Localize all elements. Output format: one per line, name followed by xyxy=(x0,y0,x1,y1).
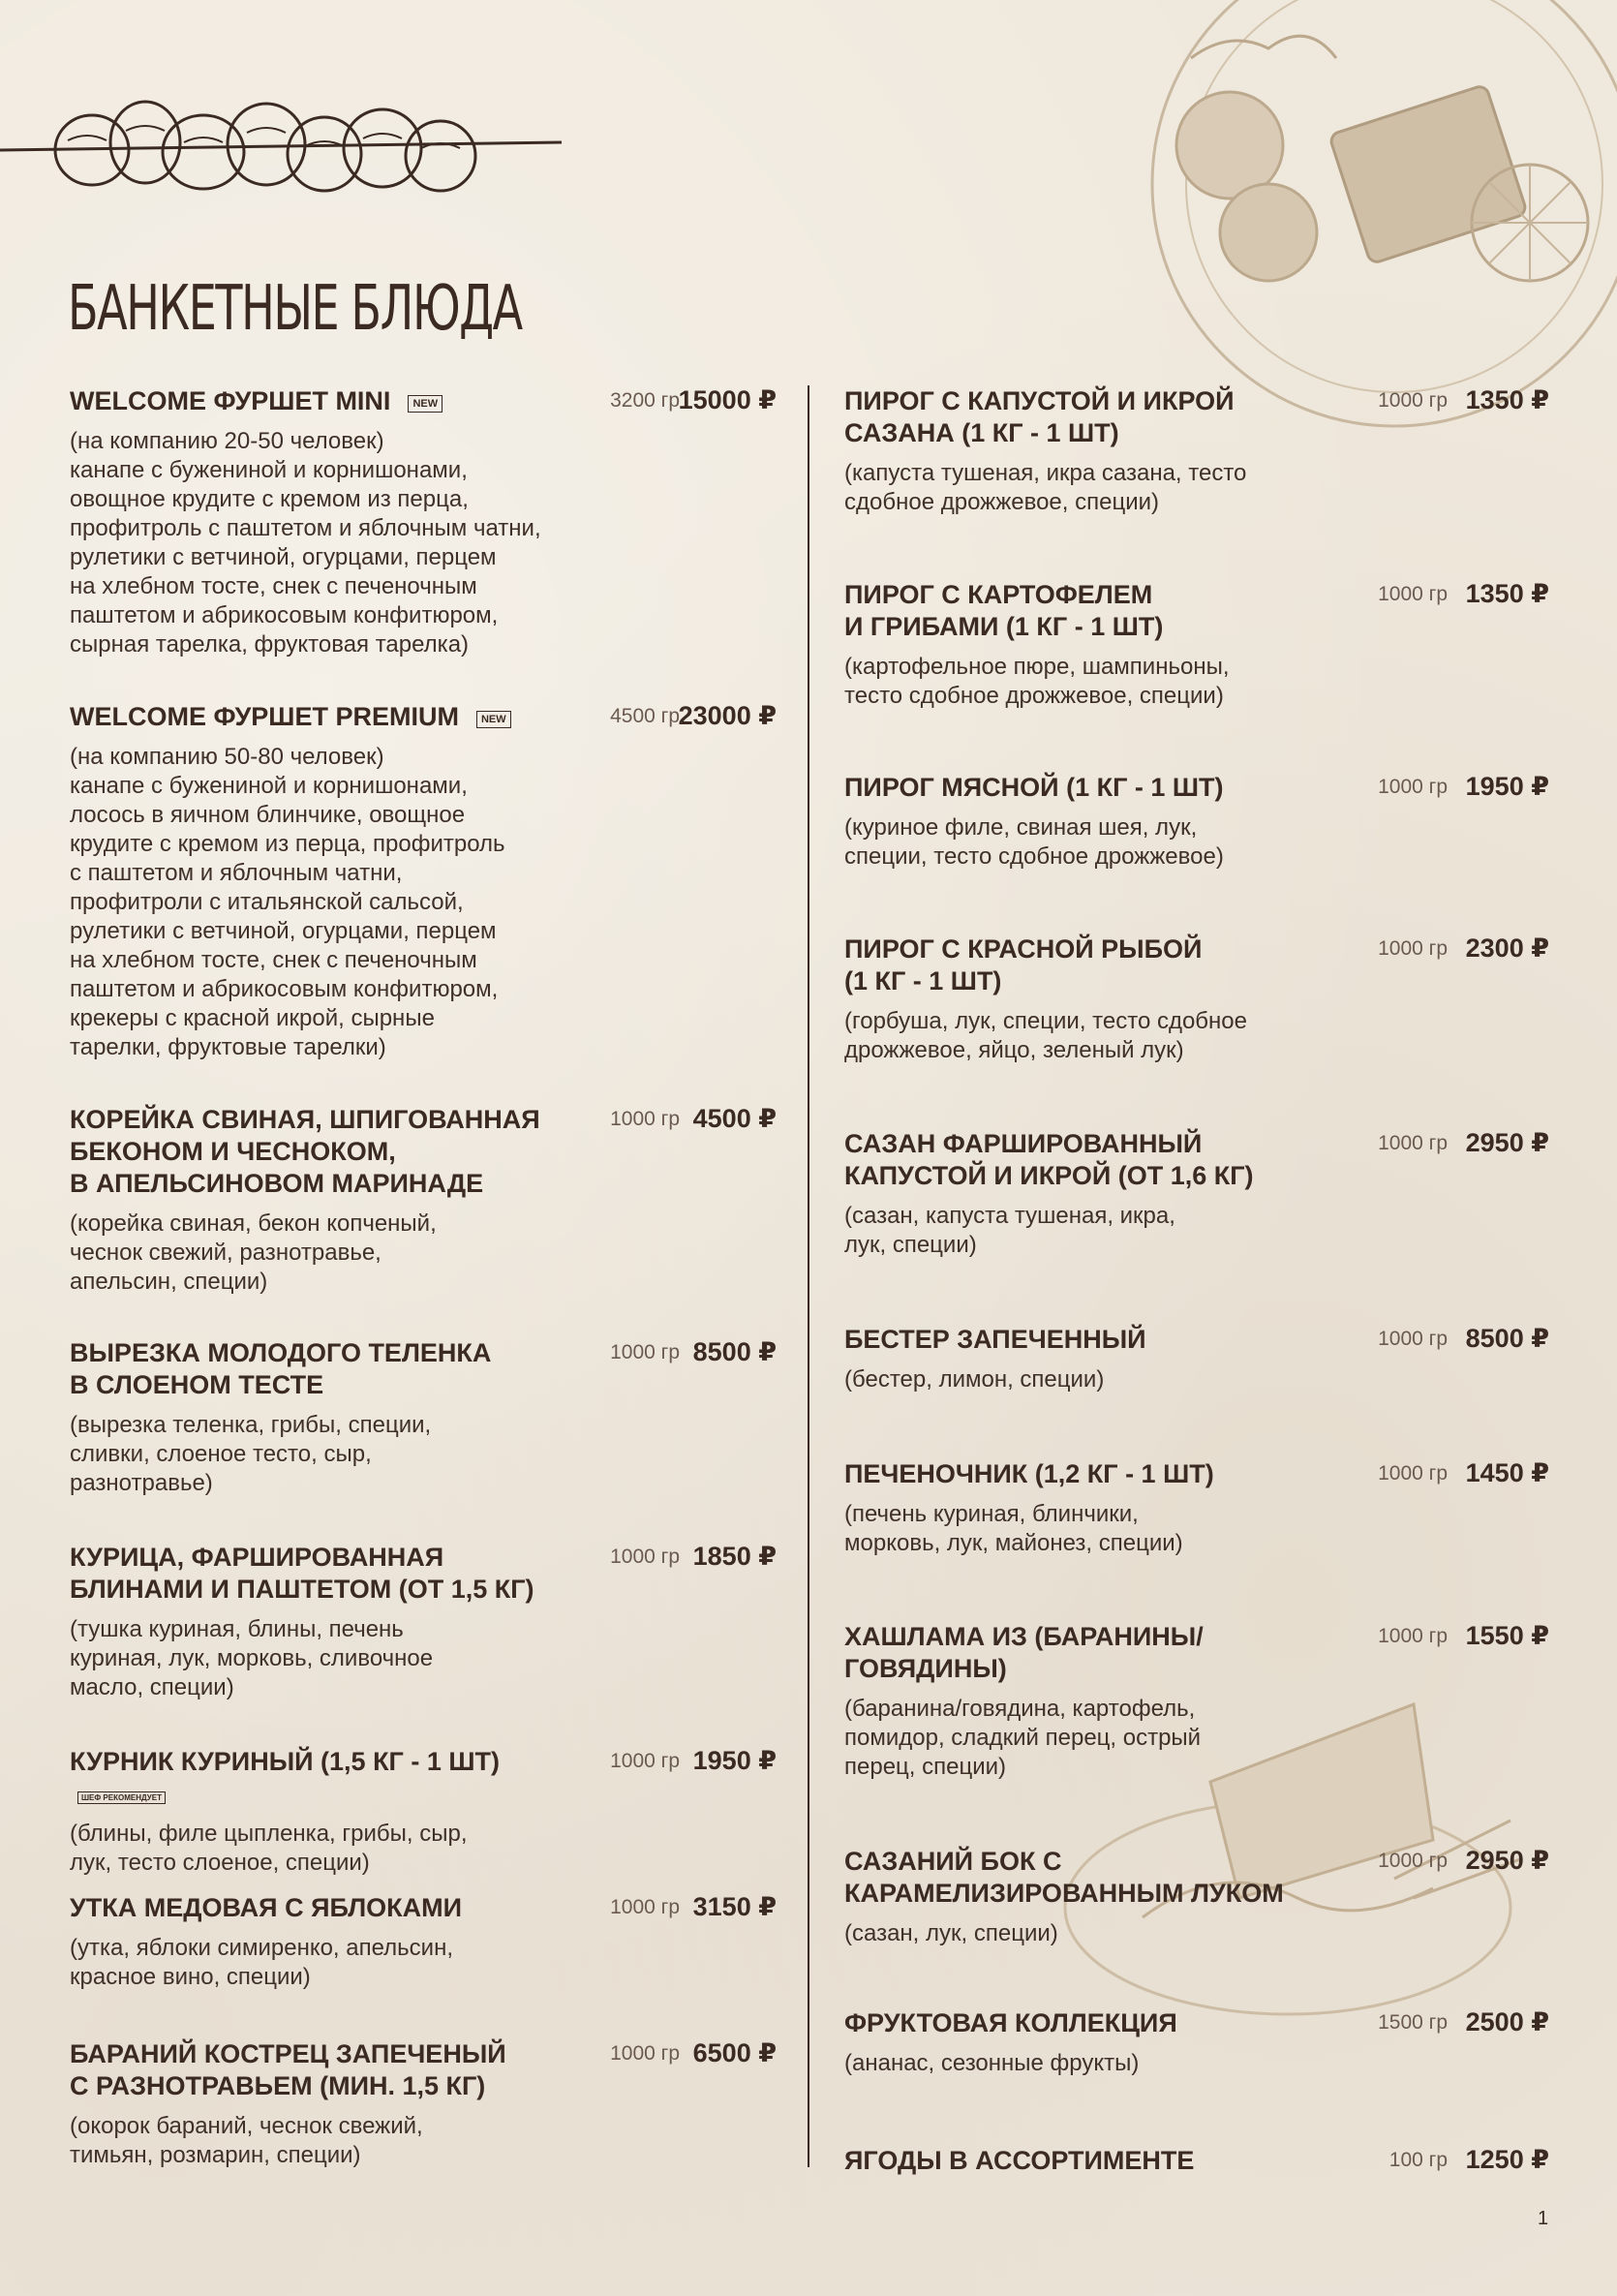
menu-item xyxy=(70,1542,777,1702)
item-price: 8500 ₽ xyxy=(1465,1324,1549,1353)
item-name: WELCOME ФУРШЕТ PREMIUM NEW xyxy=(70,701,593,733)
item-description: (вырезка теленка, грибы, специи, сливки, слоеное тесто, сыр, разнотравье) xyxy=(70,1412,432,1496)
item-name: БЕСТЕР ЗАПЕЧЕННЫЙ xyxy=(844,1325,1146,1354)
item-price: 15000 ₽ xyxy=(678,385,777,414)
item-description: (сазан, лук, специи) xyxy=(844,1920,1058,1946)
item-description: (тушка куриная, блины, печень куриная, лук, морковь, сливочное масло, специи) xyxy=(70,1616,434,1700)
item-description: (капуста тушеная, икра сазана, тесто сдобное дрожжевое, специи) xyxy=(844,460,1247,515)
item-name: ЯГОДЫ В АССОРТИМЕНТЕ xyxy=(844,2146,1195,2175)
item-description: (на компанию 50-80 человек) канапе с бужениной и корнишонами, лосось в яичном блинчике, овощное крудите с кремом из перца, профитроль с паштетом и яблочным чатни, профитроли с итальянской сальсой, рулетики с ветчиной, огурцами, перцем на хлебном тосте, снек с печеночным паштетом и абрикосовым конфитюром, крекеры с красной икрой, сырные тарелки, фруктовые тарелки) xyxy=(70,744,505,1060)
item-price: 1450 ₽ xyxy=(1465,1458,1549,1487)
menu-item xyxy=(70,1892,777,1992)
item-price: 23000 ₽ xyxy=(678,701,777,730)
item-weight: 3200 гр xyxy=(610,389,680,412)
item-name: КУРИЦА, ФАРШИРОВАННАЯ БЛИНАМИ И ПАШТЕТОМ (ОТ 1,5 КГ) xyxy=(70,1543,534,1604)
item-name: ХАШЛАМА ИЗ (БАРАНИНЫ/ ГОВЯДИНЫ) xyxy=(844,1622,1204,1683)
menu-item xyxy=(70,1104,777,1297)
new-badge: NEW xyxy=(408,395,442,413)
menu-item xyxy=(844,385,1549,517)
menu-item xyxy=(844,1128,1549,1260)
item-name: БАРАНИЙ КОСТРЕЦ ЗАПЕЧЕНЫЙ С РАЗНОТРАВЬЕМ (МИН. 1,5 КГ) xyxy=(70,2039,506,2100)
item-weight: 1000 гр xyxy=(1378,937,1448,960)
item-weight: 1000 гр xyxy=(1378,1132,1448,1154)
item-name: ПЕЧЕНОЧНИК (1,2 КГ - 1 ШТ) xyxy=(844,1459,1214,1488)
item-weight: 1000 гр xyxy=(610,1896,680,1918)
item-name: ФРУКТОВАЯ КОЛЛЕКЦИЯ xyxy=(844,2008,1177,2037)
item-description: (на компанию 20-50 человек) канапе с бужениной и корнишонами, овощное крудите с кремом из перца, профитроль с паштетом и яблочным чатни, рулетики с ветчиной, огурцами, перцем на хлебном тосте, снек с печеночным паштетом и абрикосовым конфитюром, сырная тарелка, фруктовая тарелка) xyxy=(70,428,541,658)
menu-item xyxy=(844,579,1549,711)
item-name: КУРНИК КУРИНЫЙ (1,5 КГ - 1 ШТ)ШЕФ РЕКОМЕНДУЕТ xyxy=(70,1747,500,1802)
item-weight: 1000 гр xyxy=(610,2042,680,2065)
menu-item xyxy=(844,1458,1549,1558)
item-price: 1350 ₽ xyxy=(1465,579,1549,608)
item-weight: 1000 гр xyxy=(1378,1850,1448,1872)
item-price: 8500 ₽ xyxy=(692,1337,777,1366)
item-weight: 1000 гр xyxy=(1378,1328,1448,1350)
item-weight: 1000 гр xyxy=(1378,1625,1448,1647)
item-weight: 1000 гр xyxy=(1378,389,1448,412)
item-price: 2300 ₽ xyxy=(1465,934,1549,963)
item-price: 1250 ₽ xyxy=(1465,2145,1549,2174)
item-description: (куриное филе, свиная шея, лук, специи, тесто сдобное дрожжевое) xyxy=(844,814,1224,870)
menu-item xyxy=(844,934,1549,1065)
item-name: КОРЕЙКА СВИНАЯ, ШПИГОВАННАЯ БЕКОНОМ И ЧЕСНОКОМ, В АПЕЛЬСИНОВОМ МАРИНАДЕ xyxy=(70,1105,540,1198)
item-description: (печень куриная, блинчики, морковь, лук, майонез, специи) xyxy=(844,1501,1183,1556)
item-description: (сазан, капуста тушеная, икра, лук, специи) xyxy=(844,1203,1175,1258)
item-price: 1550 ₽ xyxy=(1465,1621,1549,1650)
item-description: (горбуша, лук, специи, тесто сдобное дрожжевое, яйцо, зеленый лук) xyxy=(844,1008,1248,1063)
item-description: (ананас, сезонные фрукты) xyxy=(844,2050,1140,2076)
menu-item xyxy=(844,1621,1549,1782)
item-description: (окорок бараний, чеснок свежий, тимьян, розмарин, специи) xyxy=(70,2113,423,2168)
item-price: 1350 ₽ xyxy=(1465,385,1549,414)
menu-item xyxy=(844,1324,1549,1394)
item-name: САЗАН ФАРШИРОВАННЫЙ КАПУСТОЙ И ИКРОЙ (ОТ 1,6 КГ) xyxy=(844,1129,1254,1190)
page-title: БАНКЕТНЫЕ БЛЮДА xyxy=(68,273,522,345)
skewer-illustration xyxy=(0,82,581,218)
menu-item xyxy=(70,701,777,1062)
item-price: 1950 ₽ xyxy=(692,1746,777,1775)
menu-item xyxy=(844,2145,1549,2177)
menu-item xyxy=(70,385,777,659)
item-description: (картофельное пюре, шампиньоны, тесто сдобное дрожжевое, специи) xyxy=(844,654,1230,709)
item-name: ПИРОГ С КАРТОФЕЛЕМ И ГРИБАМИ (1 КГ - 1 ШТ) xyxy=(844,580,1164,641)
item-price: 2500 ₽ xyxy=(1465,2007,1549,2036)
item-weight: 1500 гр xyxy=(1378,2011,1448,2034)
menu-item xyxy=(70,1746,777,1878)
item-name: УТКА МЕДОВАЯ С ЯБЛОКАМИ xyxy=(70,1893,463,1922)
item-description: (блины, филе цыпленка, грибы, сыр, лук, тесто слоеное, специи) xyxy=(70,1821,468,1876)
item-weight: 1000 гр xyxy=(1378,583,1448,605)
item-weight: 1000 гр xyxy=(610,1108,680,1130)
item-price: 1950 ₽ xyxy=(1465,772,1549,801)
item-weight: 1000 гр xyxy=(1378,1462,1448,1485)
item-weight: 4500 гр xyxy=(610,705,680,727)
menu-item xyxy=(844,1846,1549,1948)
item-price: 3150 ₽ xyxy=(692,1892,777,1921)
item-name: САЗАНИЙ БОК С КАРАМЕЛИЗИРОВАННЫМ ЛУКОМ xyxy=(844,1847,1284,1908)
chef-recommends-badge: ШЕФ РЕКОМЕНДУЕТ xyxy=(77,1791,166,1804)
item-price: 4500 ₽ xyxy=(692,1104,777,1133)
item-name: ПИРОГ МЯСНОЙ (1 КГ - 1 ШТ) xyxy=(844,773,1224,802)
item-name: ВЫРЕЗКА МОЛОДОГО ТЕЛЕНКА В СЛОЕНОМ ТЕСТЕ xyxy=(70,1338,492,1399)
item-description: (баранина/говядина, картофель, помидор, сладкий перец, острый перец, специи) xyxy=(844,1696,1202,1780)
item-description: (корейка свиная, бекон копченый, чеснок свежий, разнотравье, апельсин, специи) xyxy=(70,1210,437,1295)
item-price: 1850 ₽ xyxy=(692,1542,777,1571)
item-description: (бестер, лимон, специи) xyxy=(844,1366,1105,1393)
page-number: 1 xyxy=(1538,2208,1549,2229)
item-name: WELCOME ФУРШЕТ MINI NEW xyxy=(70,385,593,417)
item-weight: 100 гр xyxy=(1388,2149,1448,2171)
menu-item xyxy=(844,772,1549,872)
item-weight: 1000 гр xyxy=(610,1546,680,1568)
item-price: 2950 ₽ xyxy=(1465,1128,1549,1157)
item-weight: 1000 гр xyxy=(1378,776,1448,798)
new-badge: NEW xyxy=(476,711,511,728)
item-weight: 1000 гр xyxy=(610,1750,680,1772)
menu-item xyxy=(70,1337,777,1498)
item-name: ПИРОГ С КАПУСТОЙ И ИКРОЙ САЗАНА (1 КГ - 1 ШТ) xyxy=(844,386,1235,447)
item-description: (утка, яблоки симиренко, апельсин, красное вино, специи) xyxy=(70,1935,453,1990)
menu-item xyxy=(70,2038,777,2170)
item-name: ПИРОГ С КРАСНОЙ РЫБОЙ (1 КГ - 1 ШТ) xyxy=(844,934,1203,995)
column-divider xyxy=(808,385,809,2167)
item-price: 2950 ₽ xyxy=(1465,1846,1549,1875)
item-weight: 1000 гр xyxy=(610,1341,680,1363)
item-price: 6500 ₽ xyxy=(692,2038,777,2067)
menu-item xyxy=(844,2007,1549,2078)
